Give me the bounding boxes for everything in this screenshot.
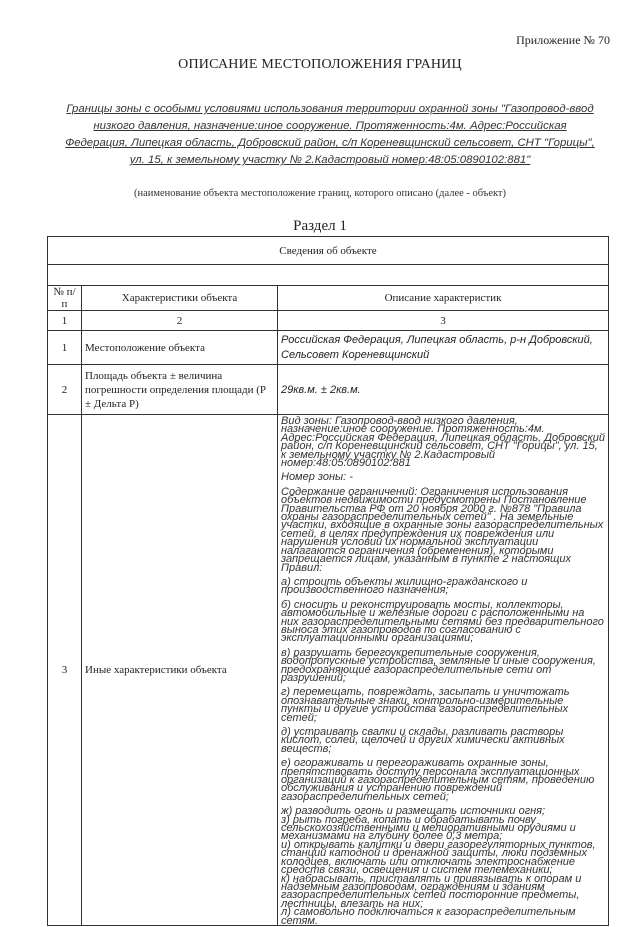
section-title: Раздел 1 [293, 218, 347, 234]
restriction-paragraph: д) устраивать свалки и склады, разливать растворы кислот, солей, щелочей и других химически активных веществ; [281, 726, 565, 755]
column-header-characteristics: Характеристики объекта [82, 286, 278, 311]
row-number: 1 [48, 331, 82, 365]
restriction-paragraph: и) открывать калитки и двери газорегуляторных пунктов, станций катодной и дренажной защиты, люки подземных колодцев, включать или отключать электроснабжение средств связи, освещения и систем телемеханики; [281, 838, 596, 877]
restriction-paragraph: Содержание ограничений: Ограничения использования объектов недвижимости предусмотрены Постановление Правительства РФ от 20 ноября 2000 г. №878 "Правила охраны газораспределительных сетей" . На земельные участки, входящие в охранные зоны газораспределительных сетей, в целях предупреждения их повреждения или нарушения условий их нормальной эксплуатации налагаются ограничения (обременения), которыми запрещается лицам, указанным в пункте 2 настоящих Правил: [281, 485, 604, 574]
restriction-paragraph: з) рыть погреба, копать и обрабатывать почву сельскохозяйственными и мелиоративными орудиями и механизмами на глубину более 0,3 метра; [281, 813, 576, 843]
column-number-2: 2 [82, 311, 278, 331]
restriction-paragraph: е) огораживать и перегораживать охранные зоны, препятствовать доступу персонала эксплуатационных организаций к газораспределительным сетям, проведению обслуживания и устранению повреждений газораспределительных сетей; [281, 757, 595, 803]
restriction-paragraph: ж) разводить огонь и размещать источники огня; [281, 805, 546, 818]
row-value-restrictions [278, 415, 609, 926]
zone-description-line: Границы зоны с особыми условиями использования территории охранной зоны "Газопровод-ввод [66, 103, 594, 115]
column-header-number: № п/п [48, 286, 82, 311]
restriction-paragraph: а) строить объекты жилищно-гражданского и производственного назначения; [281, 575, 528, 597]
table-header: Сведения об объекте [48, 237, 609, 265]
page-title: ОПИСАНИЕ МЕСТОПОЛОЖЕНИЯ ГРАНИЦ [178, 57, 462, 72]
column-number-1: 1 [48, 311, 82, 331]
restriction-paragraph: Номер зоны: - [281, 471, 353, 484]
row-number: 2 [48, 365, 82, 415]
object-info-table [47, 236, 609, 926]
table-row [48, 365, 609, 415]
row-value-line: Сельсовет Кореневщинский [281, 348, 430, 361]
table-empty-row [48, 265, 609, 286]
row-value-line: Российская Федерация, Липецкая область, р-н Добровский, [281, 333, 593, 346]
zone-description-line: низкого давления, назначение:иное сооружение. Протяженность:4м. Адрес:Российская [93, 120, 567, 132]
restriction-paragraph: л) самовольно подключаться к газораспределительным сетям. [281, 906, 576, 927]
row-characteristic: Иные характеристики объекта [82, 415, 278, 926]
table-row [48, 331, 609, 365]
row-characteristic: Местоположение объекта [82, 331, 278, 365]
restriction-paragraph: к) набрасывать, приставлять и привязывать к опорам и надземным газопроводам, ограждениям и зданиям газораспределительных сетей посторонние предметы, лестницы, влезать на них; [281, 872, 582, 910]
zone-description-line: Федерация, Липецкая область, Добровский район, с/п Кореневщинский сельсовет, СНТ "Горицы", [65, 137, 595, 149]
table-row [48, 415, 609, 926]
zone-description-line: ул. 15, к земельному участку № 2.Кадастровый номер:48:05:0890102:881" [129, 154, 531, 166]
zone-description [40, 101, 620, 169]
restriction-paragraph: Вид зоны: Газопровод-ввод низкого давления, назначение:иное сооружение. Протяженность:4м. Адрес:Российская Федерация, Липецкая область, Добровский район, с/п Кореневщинский сельсовет, СНТ "Горицы", ул. 15, к земельному участку № 2.Кадастровый номер:48:05:0890102:881 [281, 415, 605, 470]
appendix-number: Приложение № 70 [516, 33, 610, 47]
object-caption: (наименование объекта местоположение границ, которого описано (далее - объект) [133, 188, 507, 199]
column-number-3: 3 [278, 311, 609, 331]
row-value [278, 331, 609, 365]
restriction-paragraph: в) разрушать берегоукрепительные сооружения, водопропускные устройства, земляные и иные сооружения, предохраняющие газораспределительные сети от разрушений; [281, 646, 596, 684]
row-characteristic: Площадь объекта ± величина погрешности определения площади (Р ± Дельта Р) [82, 365, 278, 415]
row-value: 29кв.м. ± 2кв.м. [278, 365, 609, 415]
column-header-description: Описание характеристик [278, 286, 609, 311]
row-number: 3 [48, 415, 82, 926]
restriction-paragraph: г) перемещать, повреждать, засыпать и уничтожать опознавательные знаки, контрольно-измерительные пункты и другие устройства газораспределительных сетей; [281, 686, 570, 724]
restriction-paragraph: б) сносить и реконструировать мосты, коллекторы, автомобильные и железные дороги с расположенными на них газораспределительными сетями без предварительного выноса этих газопроводов по согласованию с эксплуатационными организациями; [281, 598, 604, 645]
